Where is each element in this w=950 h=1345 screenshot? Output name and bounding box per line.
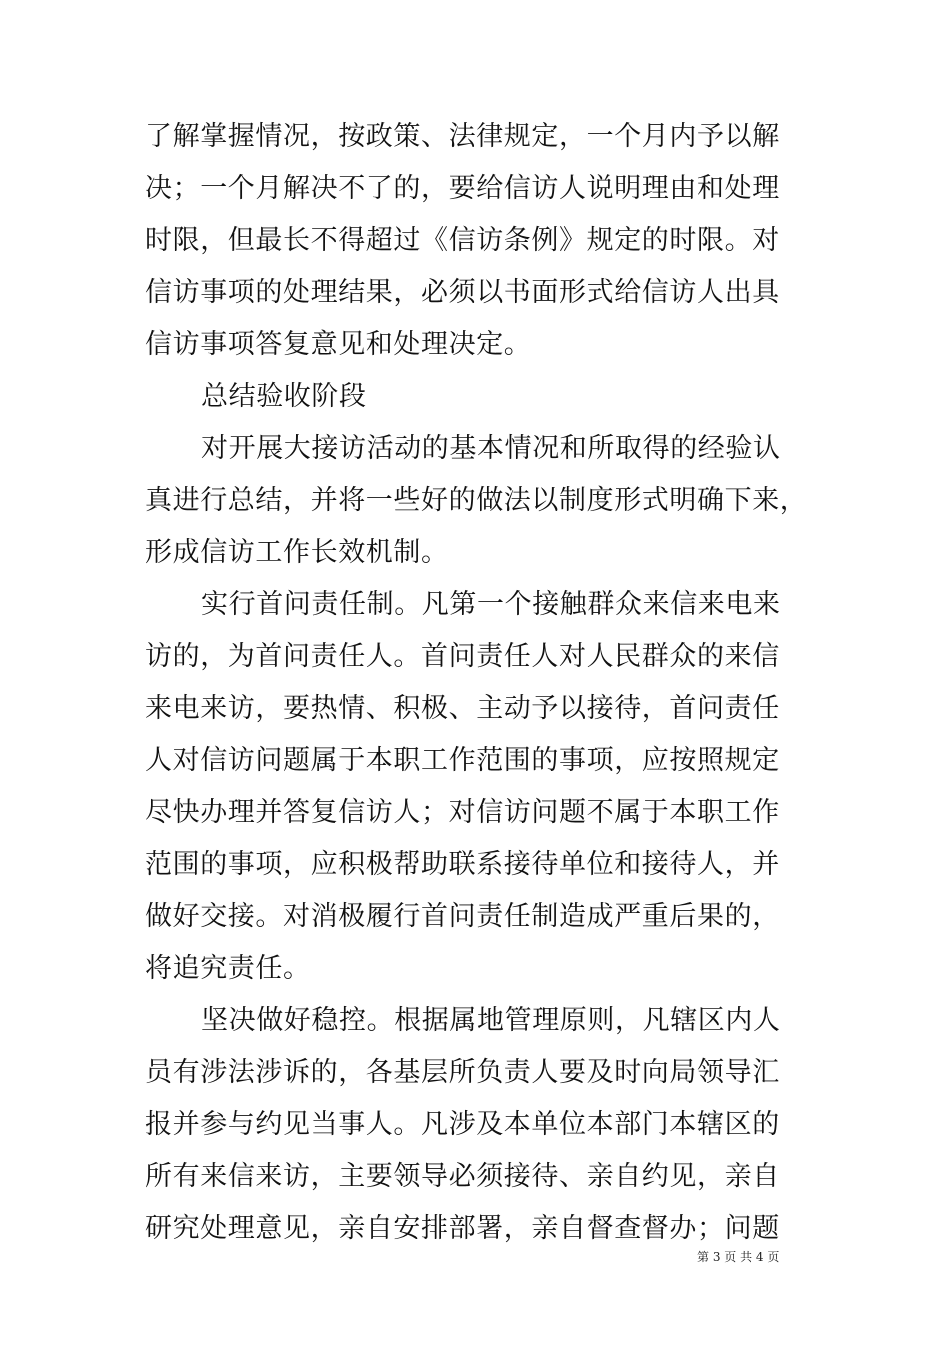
text-line: 决；一个月解决不了的，要给信访人说明理由和处理	[145, 173, 780, 204]
text-line: 范围的事项，应积极帮助联系接待单位和接待人，并	[145, 849, 780, 880]
text-line: 形成信访工作长效机制。	[145, 537, 449, 568]
paragraph-start: 坚决做好稳控。根据属地管理原则，凡辖区内人	[201, 1005, 781, 1036]
text-line: 报并参与约见当事人。凡涉及本单位本部门本辖区的	[145, 1109, 780, 1140]
text-line: 员有涉法涉诉的，各基层所负责人要及时向局领导汇	[145, 1057, 780, 1088]
text-line: 来电来访，要热情、积极、主动予以接待，首问责任	[145, 693, 780, 724]
document-body	[145, 111, 808, 1255]
text-line: 了解掌握情况，按政策、法律规定，一个月内予以解	[145, 121, 780, 152]
section-heading: 总结验收阶段	[201, 381, 367, 412]
text-line: 所有来信来访，主要领导必须接待、亲自约见，亲自	[145, 1161, 780, 1192]
text-line: 人对信访问题属于本职工作范围的事项，应按照规定	[145, 745, 780, 776]
page-number: 第 3 页 共 4 页	[697, 1250, 780, 1264]
text-line: 尽快办理并答复信访人；对信访问题不属于本职工作	[145, 797, 780, 828]
text-line: 时限，但最长不得超过《信访条例》规定的时限。对	[145, 225, 780, 256]
text-line: 将追究责任。	[145, 953, 311, 984]
text-line: 信访事项答复意见和处理决定。	[145, 329, 532, 360]
text-line: 研究处理意见，亲自安排部署，亲自督查督办；问题	[145, 1213, 780, 1244]
text-line: 信访事项的处理结果，必须以书面形式给信访人出具	[145, 277, 780, 308]
paragraph-start: 对开展大接访活动的基本情况和所取得的经验认	[201, 433, 781, 464]
text-line: 访的，为首问责任人。首问责任人对人民群众的来信	[145, 641, 780, 672]
text-line: 做好交接。对消极履行首问责任制造成严重后果的，	[145, 901, 780, 932]
paragraph-start: 实行首问责任制。凡第一个接触群众来信来电来	[201, 589, 781, 620]
text-line: 真进行总结，并将一些好的做法以制度形式明确下来，	[145, 485, 808, 516]
